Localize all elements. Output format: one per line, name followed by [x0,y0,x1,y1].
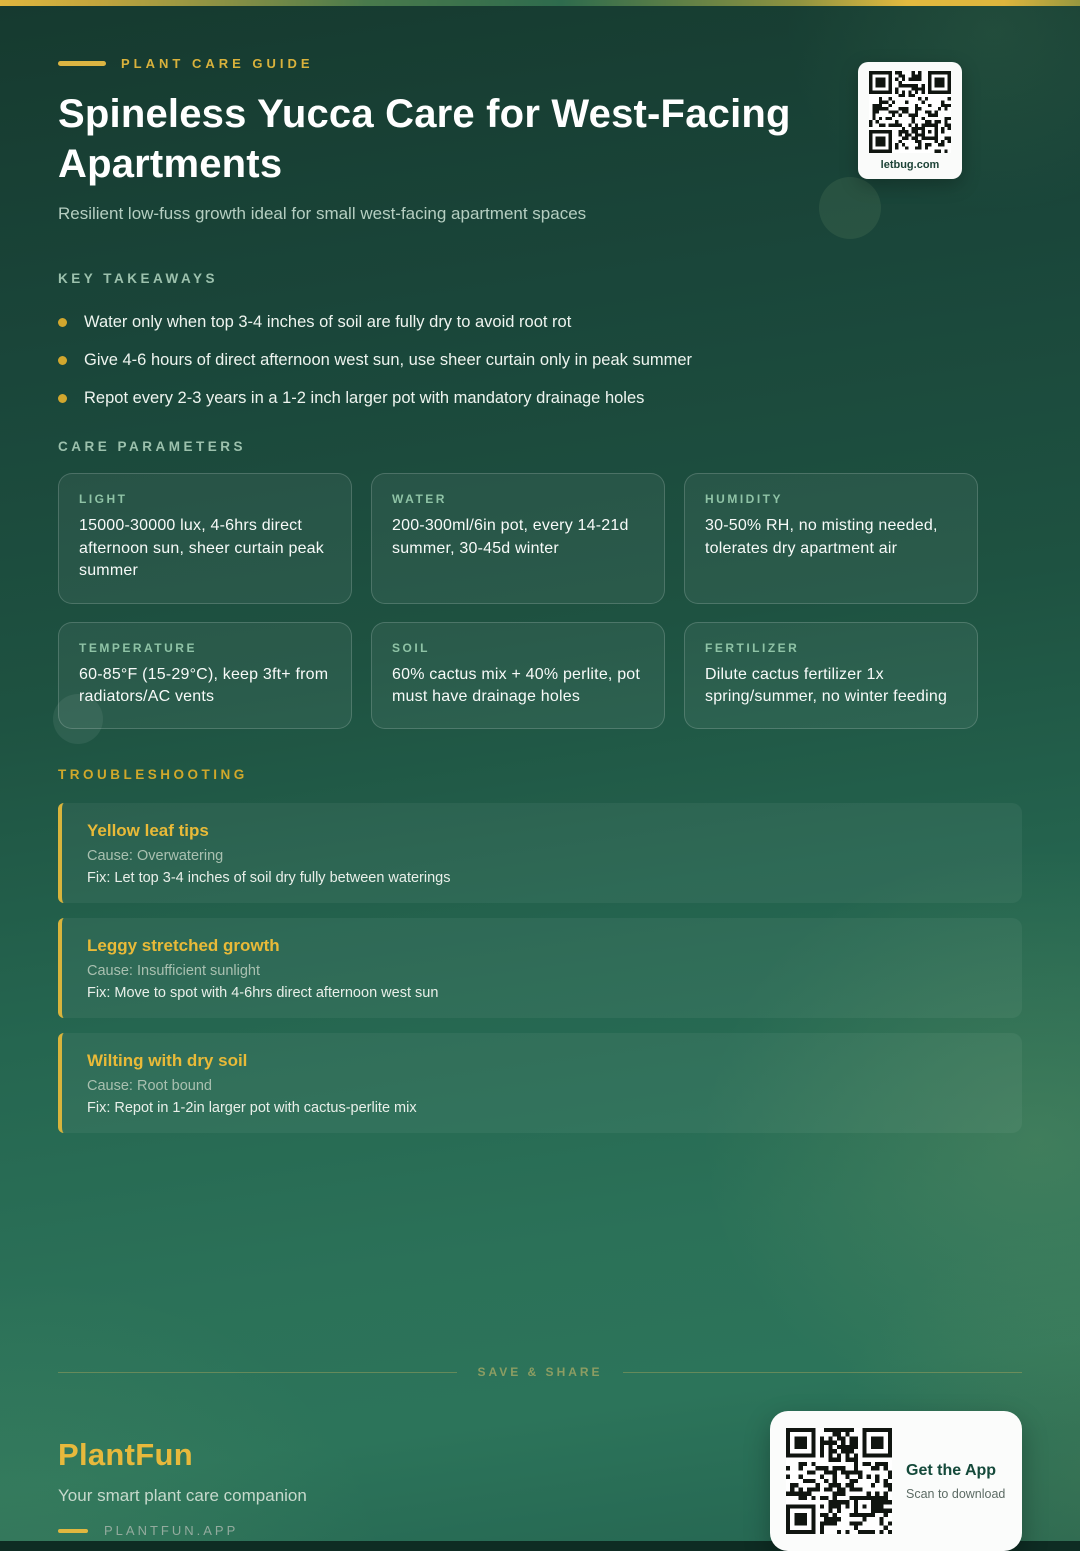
takeaway-text: Water only when top 3-4 inches of soil are fully dry to avoid root rot [84,313,572,332]
param-card-water [371,473,665,603]
trouble-fix: Fix: Repot in 1-2in larger pot with cactus-perlite mix [87,1100,417,1117]
brand-block [58,1437,307,1538]
website-row [58,1523,307,1538]
gold-dash-icon [58,1529,88,1533]
care-parameter-grid [58,473,978,729]
takeaway-item [58,387,1022,410]
param-label: FERTILIZER [705,640,800,655]
care-parameters-heading: CARE PARAMETERS [58,439,247,455]
takeaway-list [58,311,1022,410]
takeaway-item [58,311,1022,334]
param-card-light [58,473,352,603]
get-app-card [770,1411,1022,1551]
trouble-fix: Fix: Move to spot with 4-6hrs direct afternoon west sun [87,985,439,1002]
troubleshooting-list [58,803,1022,1133]
param-card-humidity [684,473,978,603]
param-label: TEMPERATURE [79,640,197,655]
qr-caption: letbug.com [880,159,940,171]
trouble-cause: Cause: Overwatering [87,848,224,865]
gold-dot-icon [58,356,67,365]
qr-code-icon [786,1428,892,1534]
divider-label: SAVE & SHARE [477,1365,603,1380]
param-label: LIGHT [79,492,128,507]
troubleshooting-section [58,767,1022,1133]
content-column [58,0,1022,1551]
trouble-fix: Fix: Let top 3-4 inches of soil dry fully between waterings [87,870,451,887]
care-parameters-section [58,439,1022,729]
eyebrow-label: PLANT CARE GUIDE [121,56,314,71]
app-card-text [906,1462,1005,1501]
param-card-fertilizer [684,622,978,730]
trouble-title: Yellow leaf tips [87,821,209,841]
troubleshooting-heading: TROUBLESHOOTING [58,767,248,783]
trouble-cause: Cause: Root bound [87,1078,212,1095]
brand-tagline: Your smart plant care companion [58,1486,307,1506]
param-text: 60-85°F (15-29°C), keep 3ft+ from radiators/AC vents [79,665,329,706]
param-text: 30-50% RH, no misting needed, tolerates dry apartment air [705,517,938,557]
param-text: 15000-30000 lux, 4-6hrs direct afternoon sun, sheer curtain peak summer [79,517,324,580]
trouble-title: Leggy stretched growth [87,936,280,956]
takeaway-item [58,349,1022,372]
param-label: HUMIDITY [705,492,783,507]
trouble-title: Wilting with dry soil [87,1051,248,1071]
app-card-title: Get the App [906,1461,997,1479]
website-label: PLANTFUN.APP [104,1523,239,1539]
trouble-row-wilting-dry-soil [58,1033,1022,1133]
param-label: SOIL [392,640,431,655]
footer [58,1411,1022,1551]
divider-line [623,1372,1022,1373]
trouble-cause: Cause: Insufficient sunlight [87,963,261,980]
divider-line [58,1372,457,1373]
app-card-subtitle: Scan to download [906,1486,1006,1501]
param-card-temperature [58,622,352,730]
param-text: 60% cactus mix + 40% perlite, pot must have drainage holes [392,665,641,706]
trouble-row-leggy-growth [58,918,1022,1018]
key-takeaways-section [58,271,1022,410]
param-text: 200-300ml/6in pot, every 14-21d summer, 30-45d winter [392,517,629,557]
key-takeaways-heading: KEY TAKEAWAYS [58,271,219,287]
gold-dot-icon [58,318,67,327]
param-label: WATER [392,492,447,507]
save-share-divider [58,1365,1022,1379]
gold-dot-icon [58,394,67,403]
param-text: Dilute cactus fertilizer 1x spring/summer, no winter feeding [705,665,948,706]
brand-name: PlantFun [58,1437,193,1473]
eyebrow [58,56,1022,71]
page-subtitle: Resilient low-fuss growth ideal for small west-facing apartment spaces [58,204,587,224]
page-title: Spineless Yucca Care for West-Facing Apartments [58,92,791,186]
trouble-row-yellow-leaf-tips [58,803,1022,903]
takeaway-text: Give 4-6 hours of direct afternoon west sun, use sheer curtain only in peak summer [84,351,693,370]
param-card-soil [371,622,665,730]
gold-dash-icon [58,61,106,66]
takeaway-text: Repot every 2-3 years in a 1-2 inch larger pot with mandatory drainage holes [84,389,645,408]
